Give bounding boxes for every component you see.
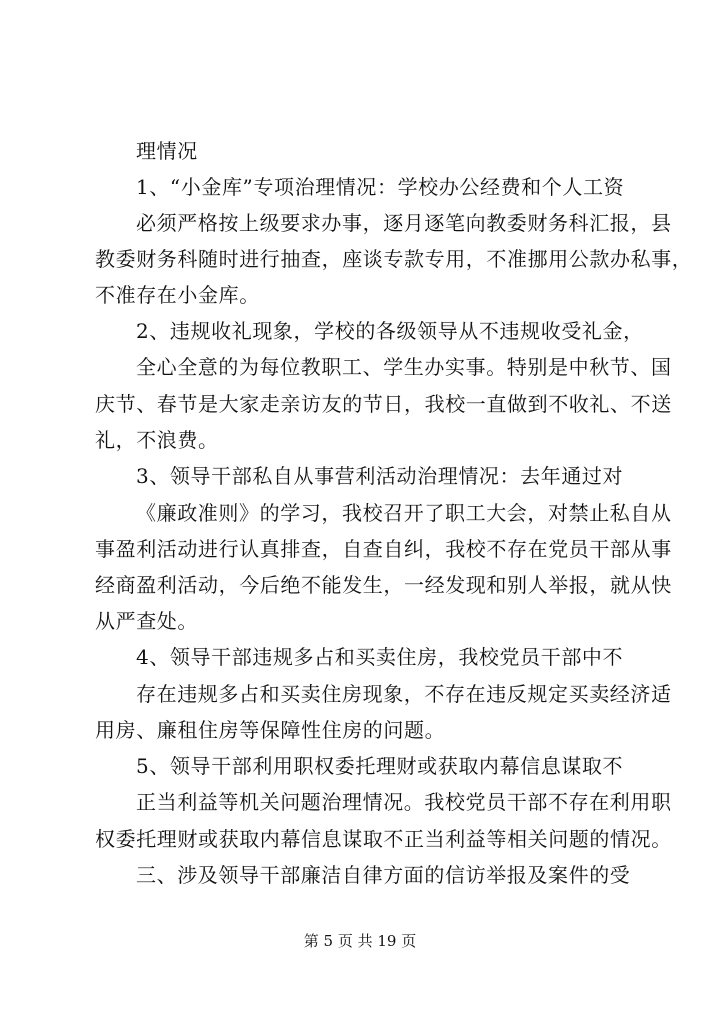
paragraph-line: 教委财务科随时进行抽查，座谈专款专用，不准挪用公款办私事， bbox=[95, 247, 693, 271]
paragraph-line: 权委托理财或获取内幕信息谋取不正当利益等相关问题的情况。 bbox=[95, 827, 672, 851]
page-number-footer: 第 5 页 共 19 页 bbox=[303, 932, 417, 950]
paragraph-line: 2、违规收礼现象，学校的各级领导从不违规收受礼金， bbox=[136, 319, 644, 343]
paragraph-line: 必须严格按上级要求办事，逐月逐笔向教委财务科汇报，县 bbox=[136, 211, 672, 235]
paragraph-line: 经商盈利活动，今后绝不能发生，一经发现和别人举报，就从快 bbox=[95, 573, 672, 597]
paragraph-line: 5、领导干部利用职权委托理财或获取内幕信息谋取不 bbox=[136, 754, 624, 778]
paragraph-line: 3、领导干部私自从事营利活动治理情况：去年通过对 bbox=[136, 464, 624, 488]
paragraph-line: 4、领导干部违规多占和买卖住房，我校党员干部中不 bbox=[136, 645, 624, 669]
paragraph-line: 庆节、春节是大家走亲访友的节日，我校一直做到不收礼、不送 bbox=[95, 392, 672, 416]
paragraph-line: 全心全意的为每位教职工、学生办实事。特别是中秋节、国 bbox=[136, 355, 672, 379]
paragraph-line: 礼，不浪费。 bbox=[95, 428, 219, 452]
paragraph-line: 三、涉及领导干部廉洁自律方面的信访举报及案件的受 bbox=[136, 863, 631, 887]
paragraph-line: 《廉政准则》的学习，我校召开了职工大会，对禁止私自从 bbox=[136, 501, 672, 525]
paragraph-line: 1、“小金库”专项治理情况：学校办公经费和个人工资 bbox=[136, 175, 625, 199]
paragraph-line: 事盈利活动进行认真排查，自查自纠，我校不存在党员干部从事 bbox=[95, 537, 672, 561]
paragraph-line: 理情况 bbox=[136, 139, 198, 163]
paragraph-line: 正当利益等机关问题治理情况。我校党员干部不存在利用职 bbox=[136, 790, 672, 814]
paragraph-line: 从严查处。 bbox=[95, 609, 198, 633]
paragraph-line: 用房、廉租住房等保障性住房的问题。 bbox=[95, 718, 446, 742]
paragraph-line: 不准存在小金库。 bbox=[95, 283, 260, 307]
paragraph-line: 存在违规多占和买卖住房现象，不存在违反规定买卖经济适 bbox=[136, 682, 672, 706]
